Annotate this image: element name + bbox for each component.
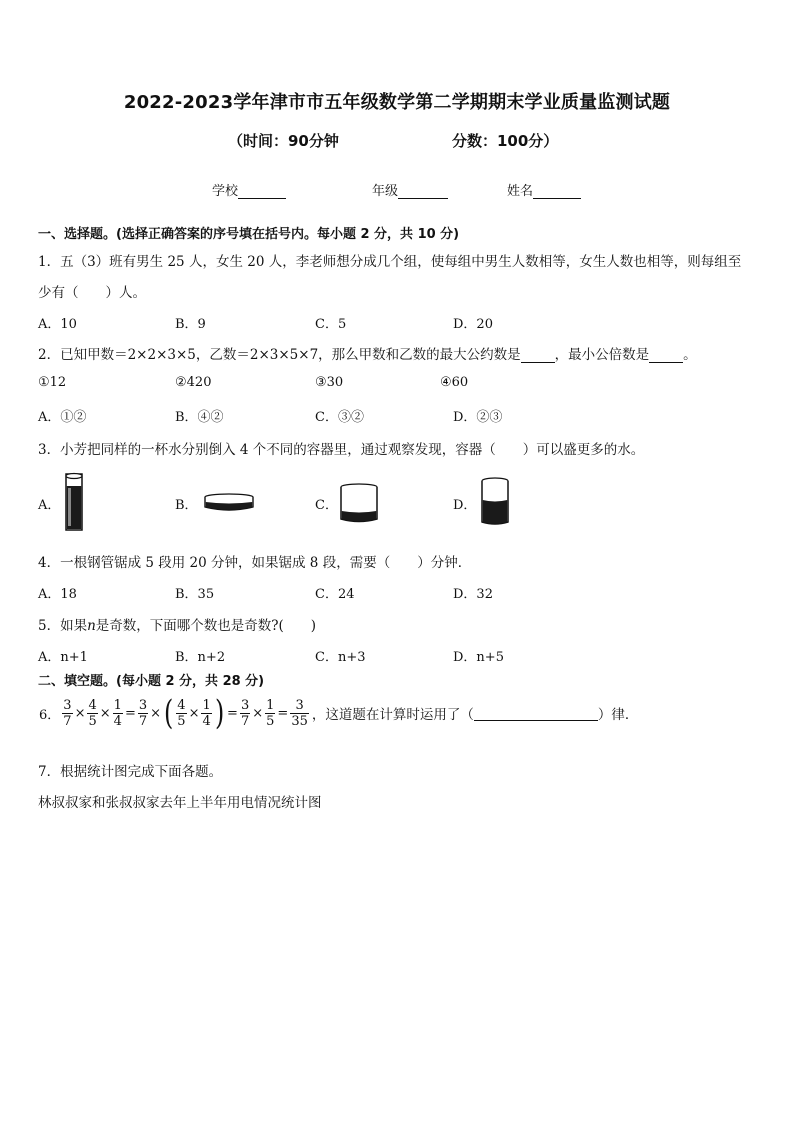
q6-text-part1: ，这道题在计算时运用了（	[311, 707, 474, 723]
fraction: $\frac{4}{5}$	[88, 697, 97, 729]
q4-text-line1: 4．一根钢管锯成 5 段用 20 分钟，如果锯成 8 段，需要（ ）分钟．	[38, 555, 472, 571]
q3-option-b[interactable]: B．	[175, 498, 198, 513]
equals-sign: =	[277, 705, 289, 721]
q2-choice-3: ③30	[315, 375, 344, 390]
q3-option-d[interactable]: D．	[453, 498, 477, 513]
grade-blank[interactable]	[398, 184, 448, 199]
q6-label: 6．	[39, 707, 61, 723]
q2-choice-1: ①12	[38, 375, 67, 390]
fraction: $\frac{1}{5}$	[266, 697, 275, 729]
q2-text-part2: ，最小公倍数是	[554, 347, 650, 363]
q3-option-a[interactable]: A．	[38, 498, 61, 513]
q5-option-b[interactable]: B．n+2	[175, 650, 226, 665]
equals-sign: =	[124, 705, 136, 721]
q4-option-d[interactable]: D．32	[453, 587, 493, 602]
q2-choice-2: ②420	[175, 375, 212, 390]
chart-caption: 林叔叔家和张叔叔家去年上半年用电情况统计图	[38, 795, 322, 811]
q5-option-c[interactable]: C．n+3	[315, 650, 366, 665]
name-field[interactable]	[507, 180, 581, 199]
q4-option-b[interactable]: B．35	[175, 587, 215, 602]
q6-equation-line	[38, 693, 639, 733]
section-1-heading: 一、选择题。(选择正确答案的序号填在括号内。每小题 2 分，共 10 分)	[38, 227, 460, 242]
q1-text-line1: 1．五（3）班有男生 25 人，女生 20 人，李老师想分成几个组，使每组中男生人数相等，女生人数也相等，则每组至	[38, 254, 742, 270]
medium-narrow-container-icon	[478, 476, 512, 528]
times-sign: ×	[252, 705, 264, 721]
q5-text-part1: 5．如果	[38, 618, 88, 634]
q2-text-line1	[38, 343, 697, 363]
q1-option-d[interactable]: D．20	[453, 317, 493, 332]
q2-text-part1: 2．已知甲数＝2×2×3×5，乙数＝2×3×5×7，那么甲数和乙数的最大公约数是	[38, 347, 521, 363]
right-paren-icon: )	[214, 693, 225, 733]
q2-choice-4: ④60	[440, 375, 469, 390]
q1-option-b[interactable]: B．9	[175, 317, 206, 332]
fraction: $\frac{1}{4}$	[113, 697, 122, 729]
grade-field[interactable]	[372, 180, 448, 199]
fraction: $\frac{3}{35}$	[291, 697, 308, 729]
exam-score: 分数：100分）	[452, 132, 559, 150]
q2-option-d[interactable]: D．②③	[453, 410, 503, 425]
q2-option-c[interactable]: C．③②	[315, 410, 364, 425]
times-sign: ×	[99, 705, 111, 721]
q7-text-line1: 7．根据统计图完成下面各题。	[38, 764, 223, 780]
q5-option-a[interactable]: A．n+1	[38, 650, 88, 665]
school-label: 学校	[212, 184, 239, 199]
wide-flat-container-icon	[202, 492, 256, 514]
q6-answer-blank[interactable]	[474, 706, 598, 721]
name-label: 姓名	[507, 184, 534, 199]
q5-variable: n	[87, 618, 96, 634]
school-field[interactable]	[212, 180, 286, 199]
fraction: $\frac{4}{5}$	[177, 697, 186, 729]
fraction: $\frac{3}{7}$	[240, 697, 250, 729]
q2-lcm-blank[interactable]	[649, 348, 683, 363]
section-2-heading: 二、填空题。(每小题 2 分，共 28 分)	[38, 674, 265, 689]
times-sign: ×	[74, 705, 86, 721]
q2-option-b[interactable]: B．④②	[175, 410, 224, 425]
exam-time: （时间：90分钟	[228, 132, 339, 150]
q4-option-a[interactable]: A．18	[38, 587, 77, 602]
times-sign: ×	[150, 705, 162, 721]
q3-option-c[interactable]: C．	[315, 498, 338, 513]
q1-text-line2: 少有（ ）人。	[38, 285, 146, 301]
equals-sign: =	[227, 705, 238, 721]
q4-option-c[interactable]: C．24	[315, 587, 355, 602]
q6-text-part2: ）律．	[597, 707, 639, 723]
page-title: 2022-2023学年津市市五年级数学第二学期期末学业质量监测试题	[123, 92, 671, 113]
name-blank[interactable]	[533, 184, 581, 199]
q1-option-c[interactable]: C．5	[315, 317, 347, 332]
grade-label: 年级	[372, 184, 399, 199]
left-paren-icon: (	[164, 693, 174, 733]
times-sign: ×	[188, 705, 200, 721]
q3-text-line1: 3．小芳把同样的一杯水分别倒入 4 个不同的容器里，通过观察发现，容器（ ）可以盛更多的水。	[38, 442, 645, 458]
q2-option-a[interactable]: A．①②	[38, 410, 87, 425]
q5-text-line1	[38, 614, 316, 634]
medium-wide-container-icon	[338, 482, 380, 526]
tall-narrow-container-icon	[62, 472, 86, 532]
school-blank[interactable]	[238, 184, 286, 199]
q2-gcd-blank[interactable]	[521, 348, 555, 363]
q5-option-d[interactable]: D．n+5	[453, 650, 504, 665]
fraction: $\frac{3}{7}$	[63, 697, 72, 729]
q2-text-part3: 。	[683, 347, 697, 363]
fraction: $\frac{1}{4}$	[202, 697, 211, 729]
fraction: $\frac{3}{7}$	[138, 697, 148, 729]
q5-text-part2: 是奇数，下面哪个数也是奇数?( )	[95, 618, 317, 634]
q1-option-a[interactable]: A．10	[38, 317, 77, 332]
